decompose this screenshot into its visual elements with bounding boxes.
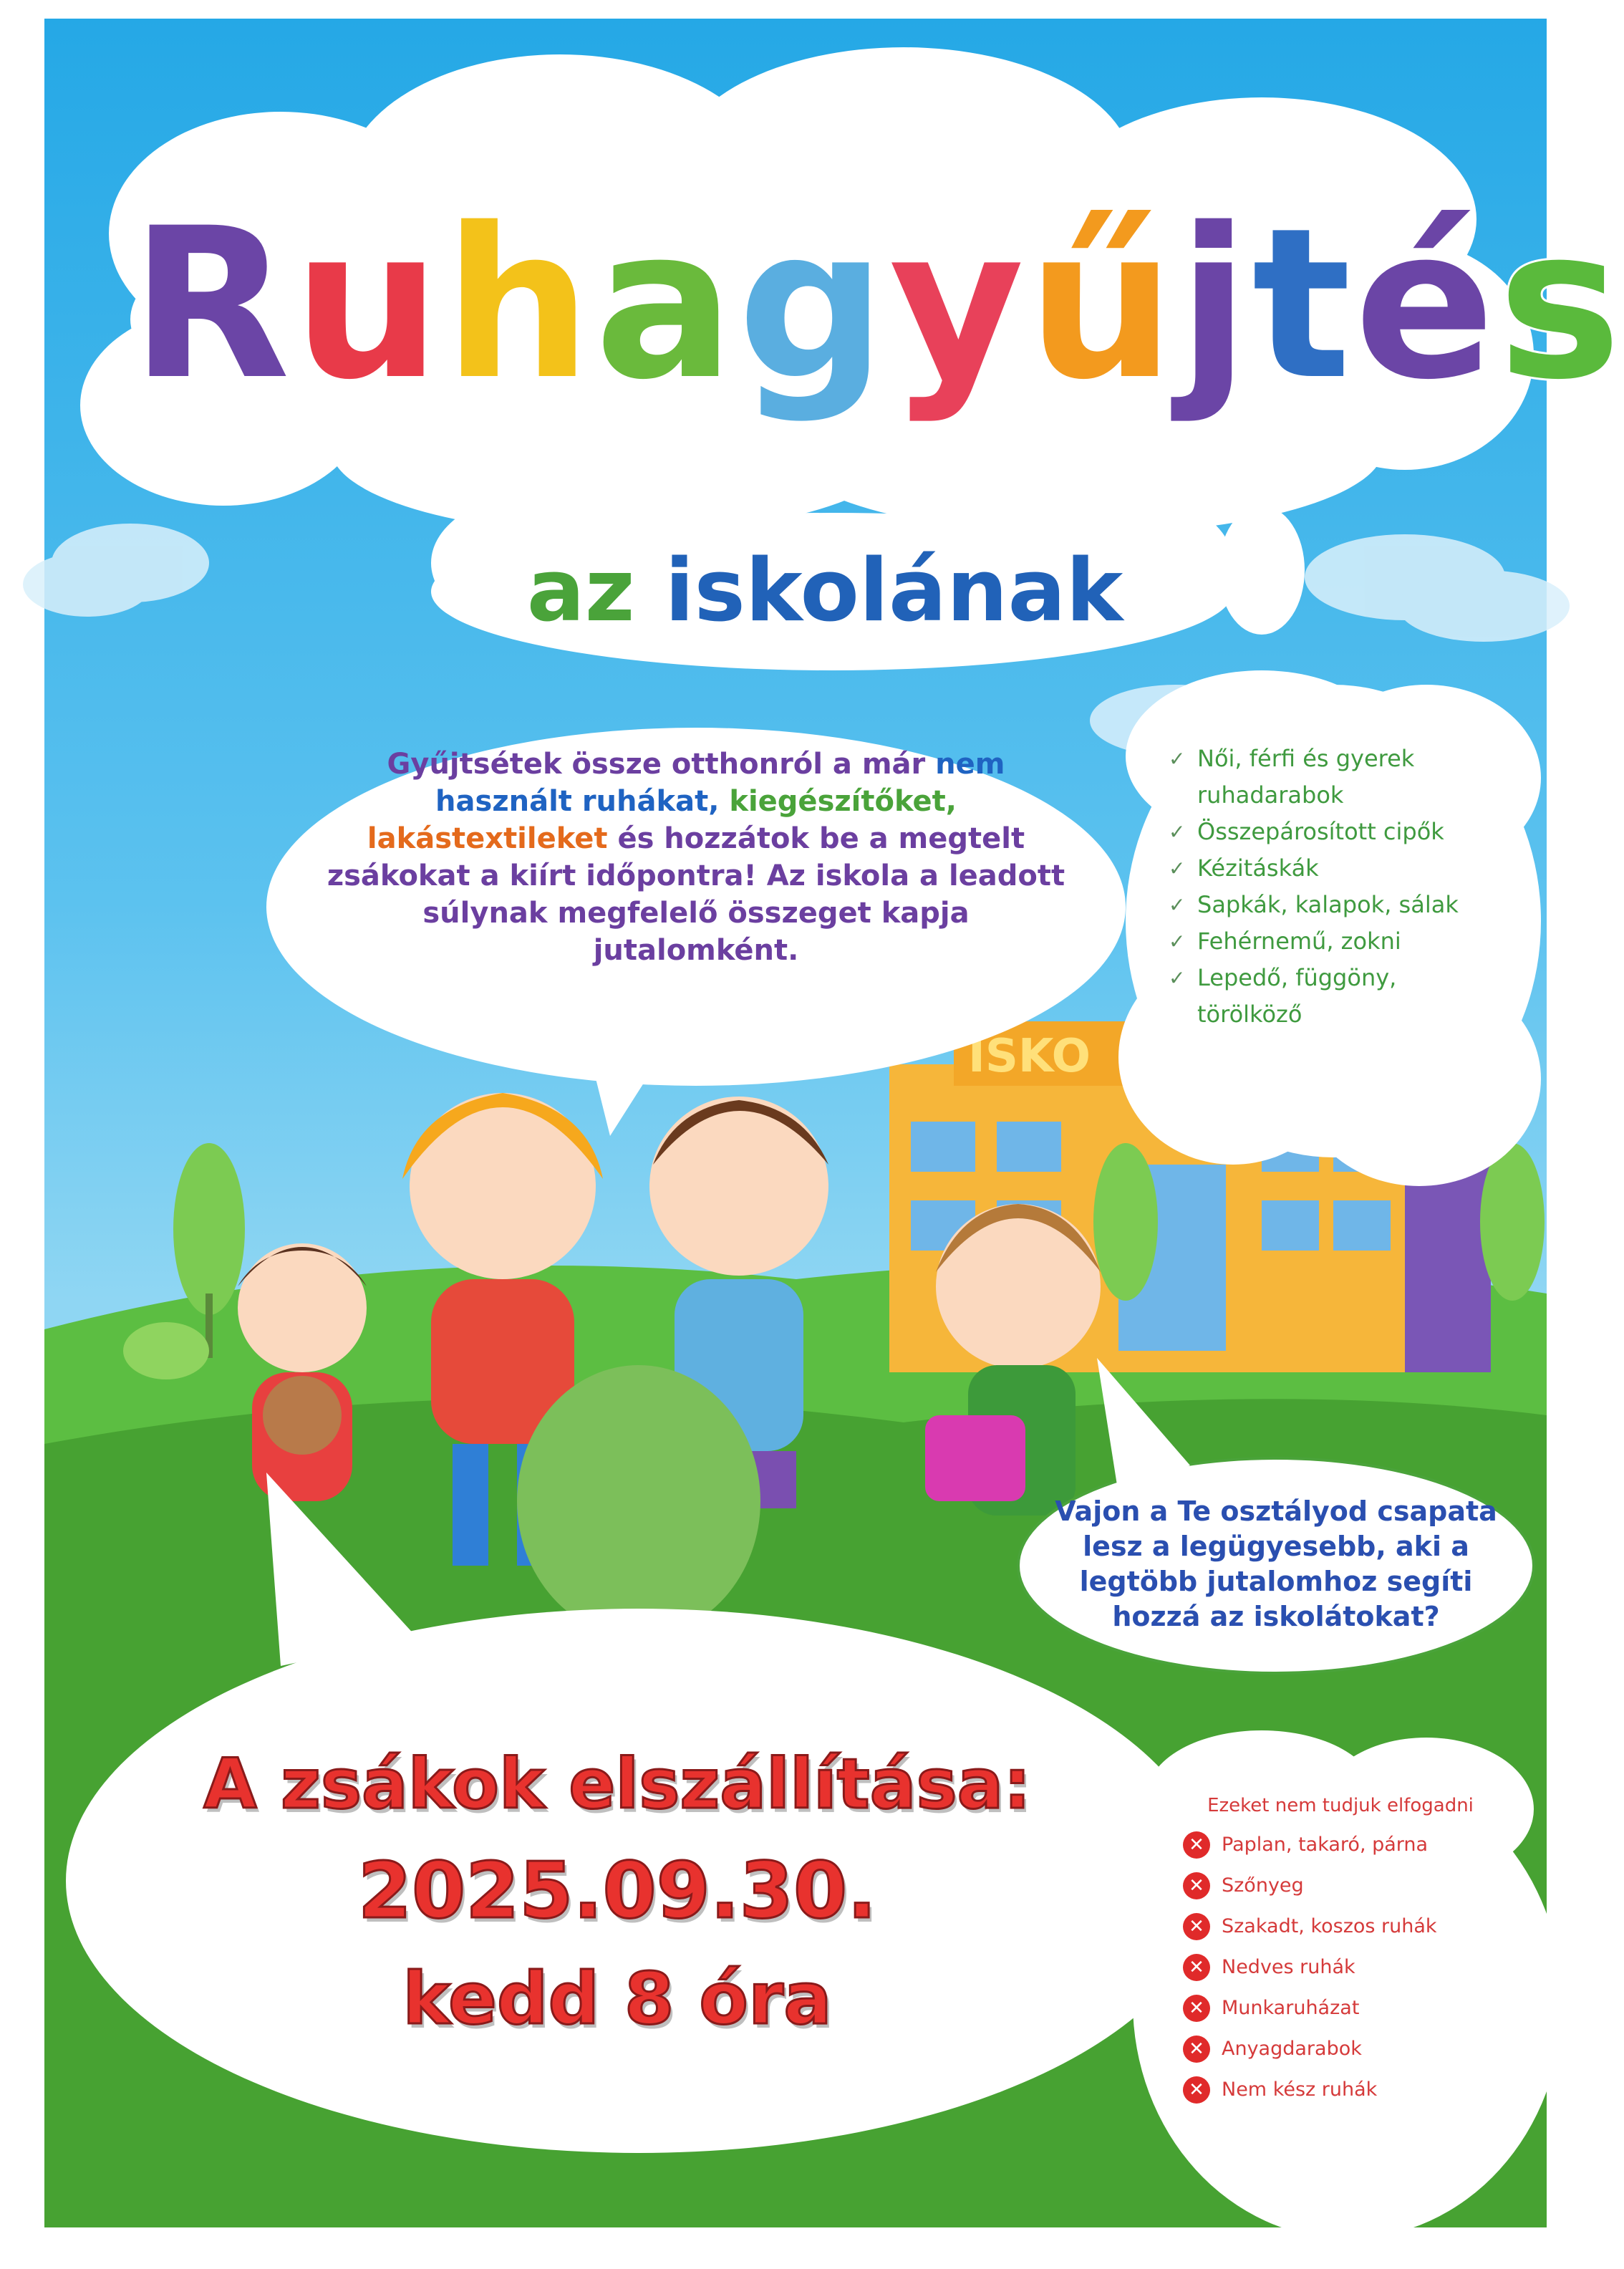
accepted-items-list (1169, 741, 1484, 1033)
intro-keyword-accessories: kiegészítőket, (729, 785, 957, 818)
poster-title (130, 155, 1624, 456)
question-text: Vajon a Te osztályod csapata lesz a legügyesebb, aki a legtöbb jutalomhoz segíti hozzá az iskolátokat? (1055, 1495, 1497, 1632)
accepted-item-label: Lepedő, függöny, törölköző (1197, 964, 1397, 1028)
accepted-item-label: Összepárosított cipők (1197, 818, 1444, 845)
title-letter: R (130, 184, 294, 425)
title-letter: j (1178, 184, 1252, 425)
list-item (1169, 741, 1484, 814)
check-icon: ✓ (1169, 893, 1186, 917)
x-mark-icon: ✕ (1183, 1872, 1210, 1899)
delivery-info (130, 1730, 1104, 2053)
intro-part-1: Gyűjtsétek össze otthonról a már (387, 748, 936, 781)
rejected-item-label: Nedves ruhák (1222, 1956, 1355, 1978)
intro-keyword-clothes: nem használt ruhákat, (435, 748, 1005, 818)
rejected-item-label: Munkaruházat (1222, 1997, 1360, 2019)
poster (44, 19, 1624, 2227)
title-letter: ű (1027, 184, 1179, 425)
check-icon: ✓ (1169, 930, 1186, 953)
delivery-date: 2025.09.30. (357, 1846, 877, 1936)
list-item (1183, 1824, 1498, 1865)
list-item (1169, 850, 1484, 887)
accepted-item-label: Sapkák, kalapok, sálak (1197, 891, 1459, 918)
list-item (1183, 2069, 1498, 2110)
accepted-item-label: Kézitáskák (1197, 854, 1319, 882)
intro-keyword-textiles: lakástextileket (367, 822, 608, 855)
title-letter: é (1354, 184, 1498, 425)
x-mark-icon: ✕ (1183, 1995, 1210, 2022)
title-letter: h (443, 184, 595, 425)
rejected-items-list (1183, 1791, 1498, 2110)
list-item (1183, 1947, 1498, 1988)
x-mark-icon: ✕ (1183, 1831, 1210, 1859)
list-item (1169, 923, 1484, 960)
x-mark-icon: ✕ (1183, 1954, 1210, 1981)
list-item (1183, 1988, 1498, 2028)
accepted-item-label: Női, férfi és gyerek ruhadarabok (1197, 745, 1415, 809)
subtitle-word-iskolanak: iskolának (664, 541, 1123, 641)
title-letter: g (737, 184, 889, 425)
list-item (1169, 887, 1484, 923)
x-mark-icon: ✕ (1183, 2036, 1210, 2063)
rejected-item-label: Anyagdarabok (1222, 2038, 1362, 2060)
title-letter: y (889, 184, 1028, 425)
title-letter: s (1497, 184, 1624, 425)
x-mark-icon: ✕ (1183, 1913, 1210, 1940)
check-icon: ✓ (1169, 857, 1186, 880)
school-sign: ISKO (968, 1030, 1091, 1083)
check-icon: ✓ (1169, 820, 1186, 844)
check-icon: ✓ (1169, 966, 1186, 990)
list-item (1169, 960, 1484, 1033)
rejected-item-label: Nem kész ruhák (1222, 2078, 1378, 2101)
accepted-item-label: Fehérnemű, zokni (1197, 928, 1401, 955)
x-mark-icon: ✕ (1183, 2076, 1210, 2104)
intro-part-2: és hozzátok be a megtelt zsákokat a kiírt időpontra! Az iskola a leadott súlynak megfelelő összeget kapja jutalomként. (327, 822, 1065, 967)
list-item (1169, 814, 1484, 850)
check-icon: ✓ (1169, 747, 1186, 771)
title-letter: t (1252, 184, 1355, 425)
list-item (1183, 1906, 1498, 1947)
rejected-heading: Ezeket nem tudjuk elfogadni (1207, 1795, 1474, 1816)
title-letter: a (594, 184, 738, 425)
rejected-item-label: Paplan, takaró, párna (1222, 1834, 1429, 1856)
list-item (1183, 1865, 1498, 1906)
delivery-heading: A zsákok elszállítása: (203, 1744, 1031, 1824)
rejected-item-label: Szakadt, koszos ruhák (1222, 1915, 1437, 1937)
delivery-time: kedd 8 óra (402, 1957, 832, 2041)
intro-text (324, 746, 1068, 969)
title-letter: u (293, 184, 444, 425)
subtitle-word-az: az (526, 541, 635, 641)
rejected-item-label: Szőnyeg (1222, 1874, 1304, 1897)
list-item (1183, 2028, 1498, 2069)
poster-subtitle (445, 534, 1204, 649)
